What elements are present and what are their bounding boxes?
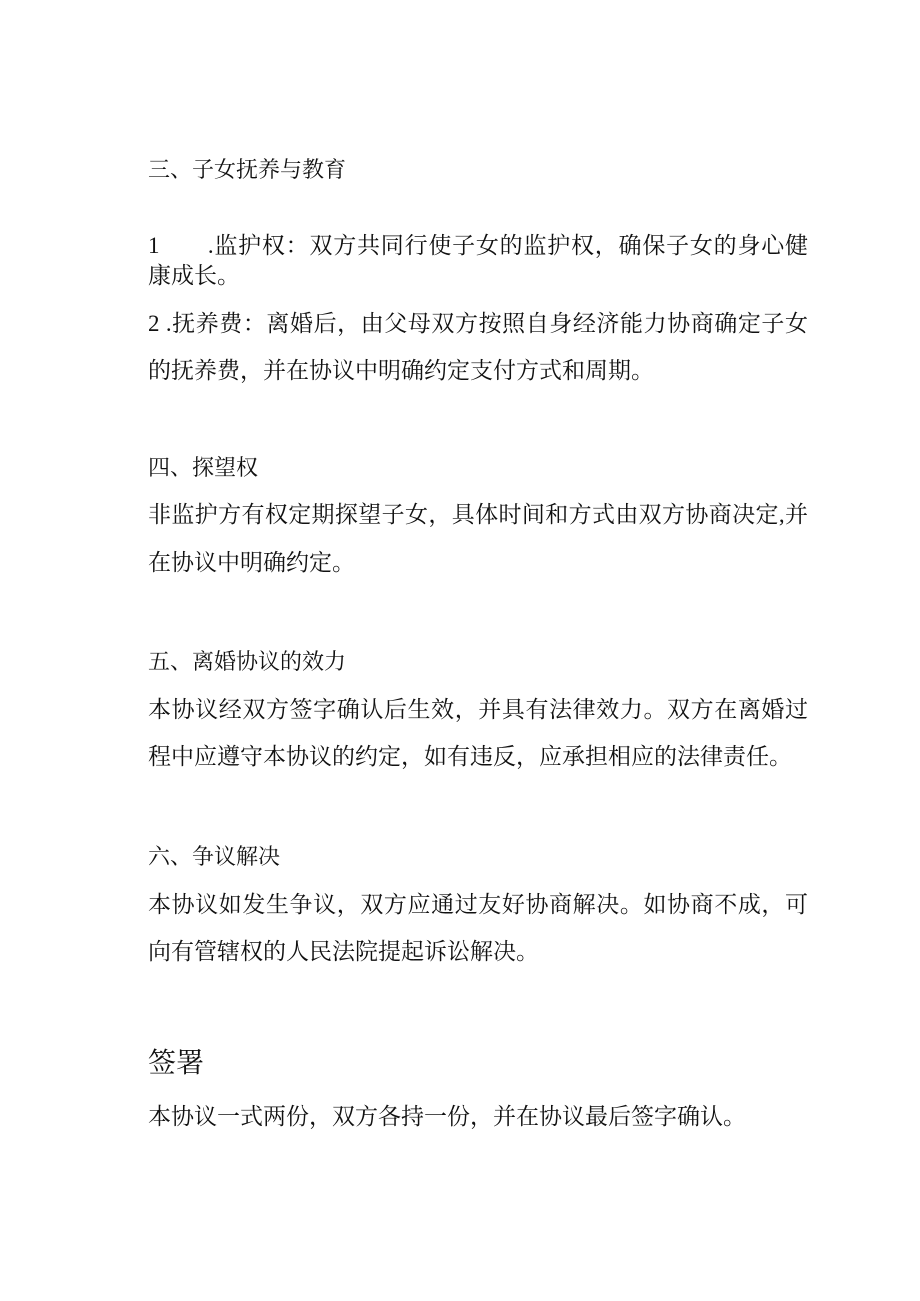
paragraph-line: 非监护方有权定期探望子女，具体时间和方式由双方协商决定,并 xyxy=(148,502,808,527)
paragraph-line: 本协议一式两份，双方各持一份，并在协议最后签字确认。 xyxy=(148,1104,746,1129)
paragraph-line: 本协议经双方签字确认后生效，并具有法律效力。双方在离婚过 xyxy=(148,697,808,722)
paragraph-line: 1 .监护权：双方共同行使子女的监护权，确保子女的身心健 xyxy=(148,233,808,258)
paragraph-line: 2 .抚养费：离婚后，由父母双方按照自身经济能力协商确定子女 xyxy=(148,311,808,336)
paragraph-line: 程中应遵守本协议的约定，如有违反，应承担相应的法律责任。 xyxy=(148,744,792,769)
paragraph-line: 康成长。 xyxy=(148,263,240,288)
section-heading: 四、探望权 xyxy=(148,455,259,480)
section-heading: 五、离婚协议的效力 xyxy=(148,649,347,674)
paragraph-line: 的抚养费，并在协议中明确约定支付方式和周期。 xyxy=(148,358,654,383)
section-heading: 签署 xyxy=(148,1047,205,1078)
paragraph-line: 本协议如发生争议，双方应通过友好协商解决。如协商不成，可 xyxy=(148,892,808,917)
section-heading: 三、子女抚养与教育 xyxy=(148,157,347,182)
paragraph-line: 向有管辖权的人民法院提起诉讼解决。 xyxy=(148,939,539,964)
paragraph-line: 在协议中明确约定。 xyxy=(148,550,355,575)
section-heading: 六、争议解决 xyxy=(148,844,281,869)
